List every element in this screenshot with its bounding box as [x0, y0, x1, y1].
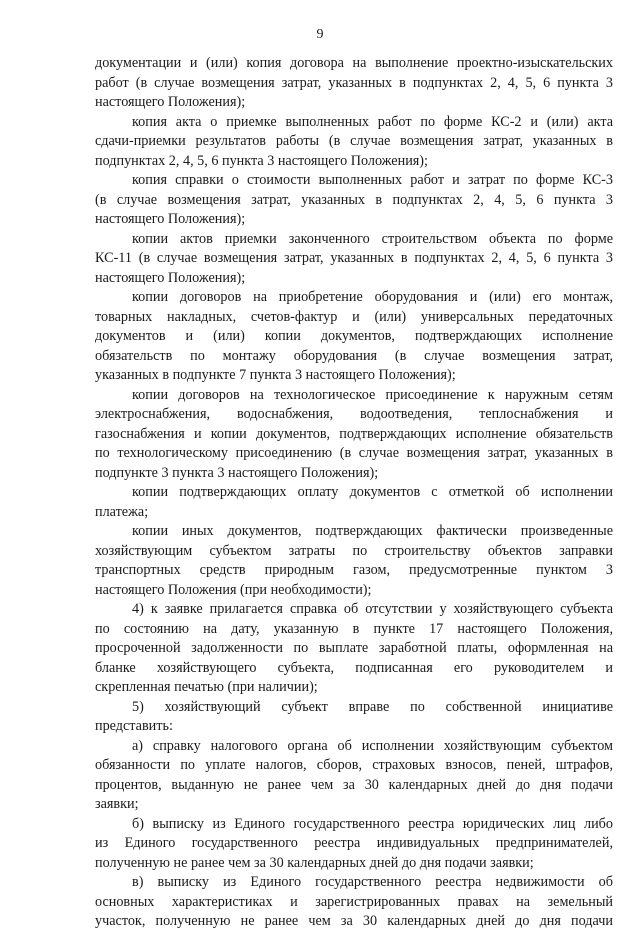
text-line: товарных накладных, счетов-фактур и (или) универсальных передаточных: [95, 308, 613, 325]
text-line: б) выписку из Единого государственного реестра юридических лиц либо: [132, 815, 613, 832]
text-line: документации и (или) копия договора на выполнение проектно-изыскательских: [95, 55, 613, 71]
paragraph: [95, 288, 613, 386]
text-line: документов и (или) копии документов, подтверждающих исполнение: [95, 328, 613, 344]
text-line: представить:: [95, 718, 173, 734]
text-line: полученную не ранее чем за 30 календарных дней до дня подачи заявки;: [95, 854, 534, 871]
text-line: обязанности по уплате налогов, сборов, страховых взносов, пеней, штрафов,: [95, 757, 613, 773]
text-line: хозяйствующим субъектом затраты по строительству объектов заправки: [95, 542, 613, 559]
text-line: из Единого государственного реестра индивидуальных предпринимателей,: [95, 835, 613, 851]
text-line: копии иных документов, подтверждающих фактически произведенные: [132, 523, 613, 539]
text-line: настоящего Положения);: [95, 211, 246, 227]
paragraph: [95, 54, 613, 113]
text-line: в) выписку из Единого государственного реестра недвижимости об: [132, 874, 613, 890]
text-line: по состоянию на дату, указанную в пункте 17 настоящего Положения,: [95, 620, 613, 637]
text-line: просроченной задолженности по выплате заработной платы, оформленная на: [95, 640, 613, 656]
text-line: копии договоров на приобретение оборудования и (или) его монтаж,: [132, 289, 613, 305]
text-line: (в случае возмещения затрат, указанных в подпунктах 2, 4, 5, 6 пункта 3: [95, 191, 613, 208]
paragraph: [95, 113, 613, 172]
text-line: процентов, выданную не ранее чем за 30 календарных дней до дня подачи: [95, 776, 613, 793]
text-line: копии подтверждающих оплату документов с отметкой об исполнении: [132, 484, 613, 500]
text-line: газоснабжения и копии документов, подтверждающих исполнение обязательств: [95, 425, 613, 442]
text-line: участок, полученную не ранее чем за 30 календарных дней до дня подачи: [95, 913, 613, 929]
text-line: КС-11 (в случае возмещения затрат, указанных в подпунктах 2, 4, 5, 6 пункта 3: [95, 250, 613, 266]
text-line: 4) к заявке прилагается справка об отсутствии у хозяйствующего субъекта: [132, 601, 613, 617]
text-line: настоящего Положения);: [95, 94, 246, 110]
paragraph: [95, 171, 613, 230]
text-line: бланке хозяйствующего субъекта, подписанная его руководителем и: [95, 659, 613, 676]
text-line: копия акта о приемке выполненных работ по форме КС-2 и (или) акта: [132, 113, 613, 130]
paragraph: [95, 522, 613, 600]
text-line: по технологическому присоединению (в случае возмещения затрат, указанных в: [95, 445, 613, 461]
text-line: работ (в случае возмещения затрат, указанных в подпунктах 2, 4, 5, 6 пункта 3: [95, 74, 613, 91]
paragraph: [95, 230, 613, 289]
text-line: платежа;: [95, 503, 149, 520]
paragraph: [95, 386, 613, 484]
paragraph: [95, 483, 613, 522]
text-line: настоящего Положения (при необходимости);: [95, 581, 372, 598]
text-line: сдачи-приемки результатов работы (в случае возмещения затрат, указанных в: [95, 133, 613, 149]
text-line: указанных в подпункте 7 пункта 3 настоящего Положения);: [95, 367, 456, 383]
paragraph: [95, 698, 613, 737]
text-line: подпунктах 2, 4, 5, 6 пункта 3 настоящего Положения);: [95, 152, 428, 169]
text-line: электроснабжения, водоснабжения, водоотведения, теплоснабжения и: [95, 406, 613, 422]
paragraph: [95, 737, 613, 815]
text-line: обязательств по монтажу оборудования (в случае возмещения затрат,: [95, 347, 613, 364]
text-line: основных характеристиках и зарегистрированных правах на земельный: [95, 893, 613, 910]
text-line: копия справки о стоимости выполненных работ и затрат по форме КС-3: [132, 172, 613, 188]
text-line: скрепленная печатью (при наличии);: [95, 679, 318, 695]
text-line: заявки;: [95, 796, 139, 812]
text-line: копии договоров на технологическое присоединение к наружным сетям: [132, 386, 613, 403]
page-number: 9: [316, 27, 324, 42]
text-line: 5) хозяйствующий субъект вправе по собственной инициативе: [132, 698, 613, 715]
text-line: копии актов приемки законченного строительством объекта по форме: [132, 230, 613, 247]
text-line: настоящего Положения);: [95, 269, 246, 286]
paragraph: [95, 873, 613, 932]
paragraph: [95, 600, 613, 698]
paragraph: [95, 815, 613, 874]
text-line: транспортных средств природным газом, предусмотренные пунктом 3: [95, 562, 613, 578]
document-body: [95, 54, 613, 932]
text-line: подпункте 3 пункта 3 настоящего Положения);: [95, 464, 379, 481]
text-line: а) справку налогового органа об исполнении хозяйствующим субъектом: [132, 737, 613, 754]
